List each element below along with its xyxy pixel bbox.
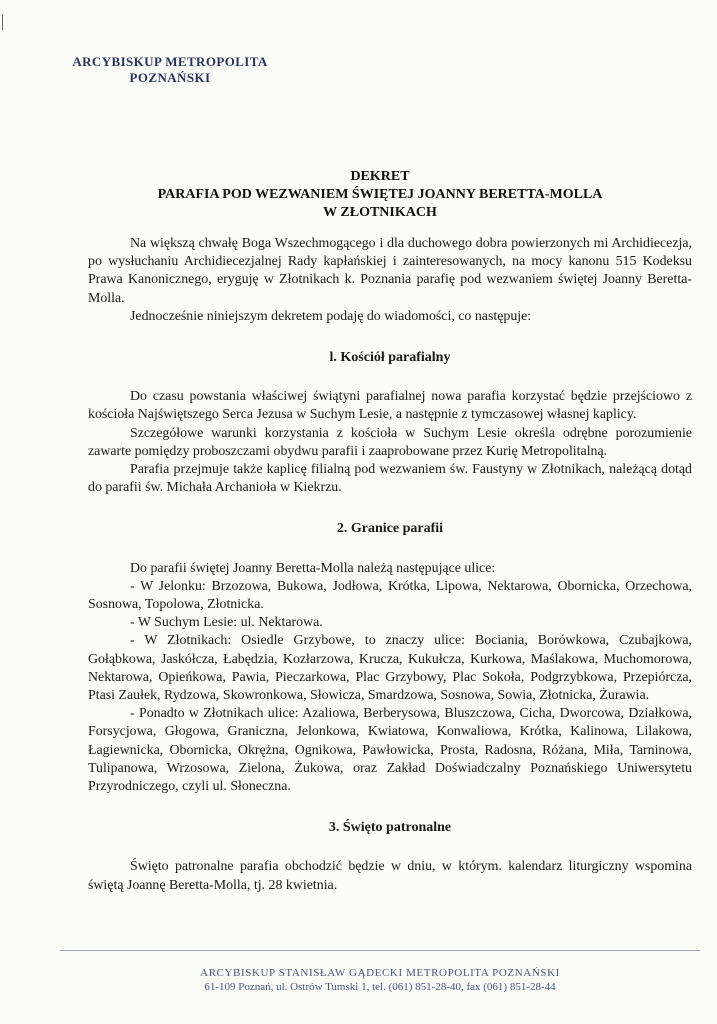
section-3-heading: 3. Święto patronalne: [328, 820, 452, 836]
section-1-paragraph-2: Szczegółowe warunki korzystania z kościoła w Suchym Lesie określa odrębne porozumienie zawarte pomiędzy proboszczami obydwu parafii i zaaprobowane przez Kurię Metropolitalną.: [88, 425, 692, 459]
footer-line-1: ARCYBISKUP STANISŁAW GĄDECKI METROPOLITA POZNAŃSKI: [200, 967, 560, 979]
streets-zlotniki-osiedle: - W Złotnikach: Osiedle Grzybowe, to znaczy ulice: Bociania, Borówkowa, Czubajkowa, Gołąbkowa, Jaskółcza, Łabędzia, Kozłarzowa, Krucza, Kukułcza, Kurkowa, Maślakowa, Muchomorowa, Nektarowa, Opieńkowa, Pawia, Pieczarkowa, Plac Grzybowy, Plac Sokoła, Podgrzybkowa, Przepiórcza, Ptasi Zaułek, Rydzowa, Skowronkowa, Słowicza, Smardzowa, Sosnowa, Sowia, Złotnicka, Żurawia.: [88, 633, 692, 704]
letterhead: [40, 54, 300, 86]
letterhead-line-1: ARCYBISKUP METROPOLITA: [72, 54, 268, 69]
footer: [60, 966, 700, 994]
letterhead-line-2: POZNAŃSKI: [129, 70, 211, 85]
decree-body: [88, 235, 692, 895]
streets-suchy-las: - W Suchym Lesie: ul. Nektarowa.: [130, 615, 323, 631]
intro-announcement: Jednocześnie niniejszym dekretem podaję do wiadomości, co następuje:: [130, 308, 532, 324]
section-1-paragraph-1: Do czasu powstania właściwej świątyni parafialnej nowa parafia korzystać będzie przejściowo z kościoła Najświętszego Serca Jezusa w Suchym Lesie, a następnie z tymczasowej własnej kaplicy.: [88, 389, 692, 423]
streets-zlotniki-other: - Ponadto w Złotnikach ulice: Azaliowa, Berberysowa, Bluszczowa, Cicha, Dworcowa, Działkowa, Forsycjowa, Głogowa, Graniczna, Jelonkowa, Kwiatowa, Konwaliowa, Krótka, Kalinowa, Lilakowa, Łagiewnicka, Obornicka, Okrężna, Ognikowa, Pawłowicka, Prosta, Radosna, Różana, Miła, Tarninowa, Tulipanowa, Wrzosowa, Zielona, Żukowa, oraz Zakład Doświadczalny Poznańskiego Uniwersytetu Przyrodniczego, czyli ul. Słoneczna.: [88, 706, 692, 795]
footer-line-2: 61-109 Poznań, ul. Ostrów Tumski 1, tel. (061) 851-28-40, fax (061) 851-28-44: [204, 981, 556, 993]
section-2-heading: 2. Granice parafii: [336, 521, 444, 537]
section-3-paragraph: Święto patronalne parafia obchodzić będzie w dniu, w którym. kalendarz liturgiczny wspomina świętą Joannę Beretta-Molla, tj. 28 kwietnia.: [88, 859, 692, 893]
decree-title: [60, 168, 700, 222]
scan-edge-mark: [2, 14, 7, 30]
streets-jelonek: - W Jelonku: Brzozowa, Bukowa, Jodłowa, Krótka, Lipowa, Nektarowa, Obornicka, Orzechowa, Sosnowa, Topolowa, Złotnicka.: [88, 578, 692, 613]
section-1-paragraph-3: Parafia przejmuje także kaplicę filialną pod wezwaniem św. Faustyny w Złotnikach, należącą dotąd do parafii św. Michała Archanioła w Kiekrzu.: [88, 462, 692, 496]
intro-paragraph: Na większą chwałę Boga Wszechmogącego i dla duchowego dobra powierzonych mi Archidiecezja, po wysłuchaniu Archidiecezjalnej Rady kapłańskiej i zainteresowanych, na mocy kanonu 515 Kodeksu Prawa Kanonicznego, eryguję w Złotnikach k. Poznania parafię pod wezwaniem świętej Joanny Beretta-Molla.: [88, 236, 692, 306]
title-line-3: W ZŁOTNIKACH: [323, 205, 437, 220]
footer-divider: [60, 950, 700, 951]
section-1-heading: l. Kościół parafialny: [329, 350, 451, 366]
section-2-intro: Do parafii świętej Joanny Beretta-Molla należą następujące ulice:: [130, 560, 496, 576]
title-line-1: DEKRET: [350, 169, 410, 184]
title-line-2: PARAFIA POD WEZWANIEM ŚWIĘTEJ JOANNY BERETTA-MOLLA: [157, 187, 603, 202]
